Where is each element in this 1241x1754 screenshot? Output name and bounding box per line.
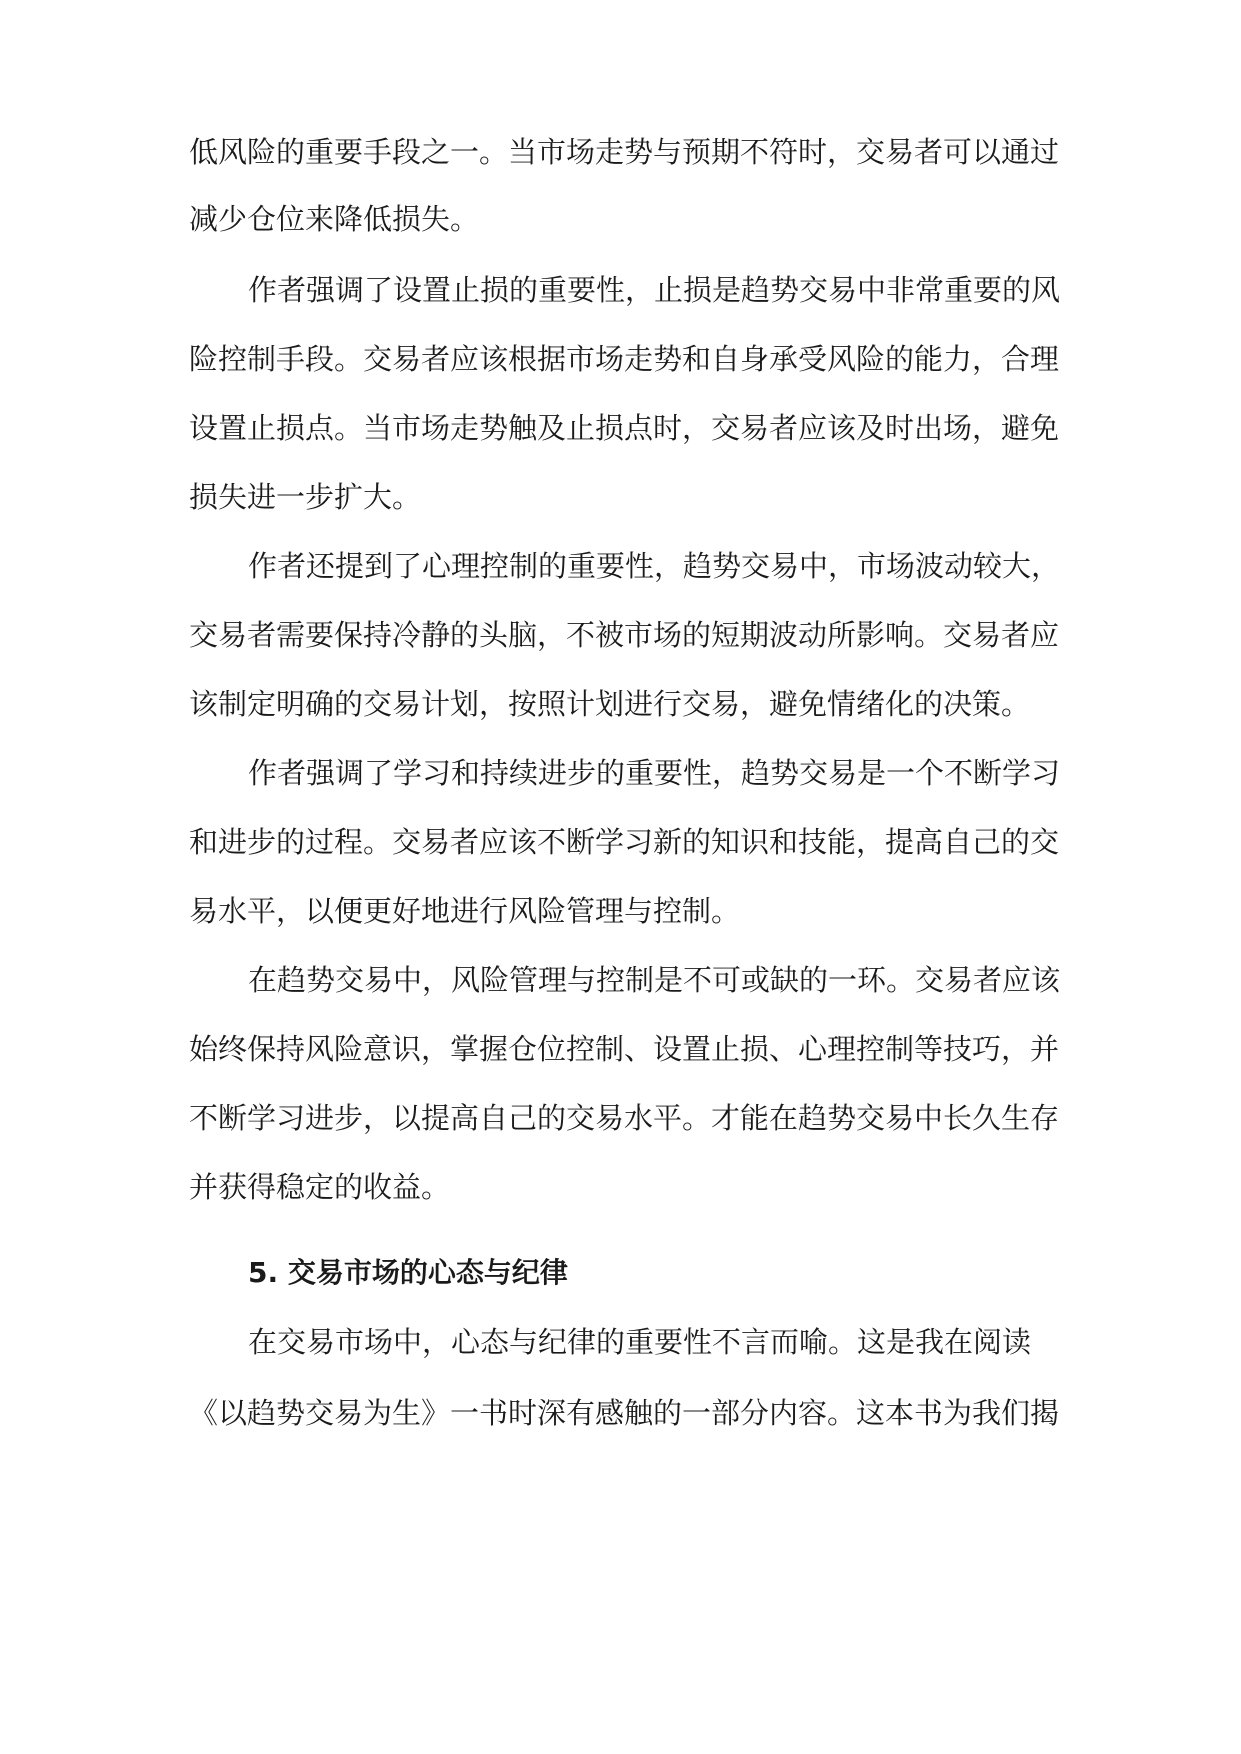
section-paragraph-line-1: 在交易市场中，心态与纪律的重要性不言而喻。这是我在阅读 (248, 1325, 1032, 1359)
paragraph-2-line-3: 设置止损点。当市场走势触及止损点时，交易者应该及时出场，避免 (189, 411, 1060, 445)
paragraph-5-line-2: 始终保持风险意识，掌握仓位控制、设置止损、心理控制等技巧，并 (189, 1032, 1060, 1066)
paragraph-2-line-1: 作者强调了设置止损的重要性，止损是趋势交易中非常重要的风 (248, 273, 1061, 307)
paragraph-1-line-2: 减少仓位来降低损失。 (189, 202, 480, 236)
section-paragraph-line-2: 《以趋势交易为生》一书时深有感触的一部分内容。这本书为我们揭 (189, 1396, 1060, 1430)
paragraph-2-line-4: 损失进一步扩大。 (189, 480, 422, 514)
paragraph-4-line-3: 易水平，以便更好地进行风险管理与控制。 (189, 894, 741, 928)
paragraph-5-line-4: 并获得稳定的收益。 (189, 1170, 451, 1204)
paragraph-4-line-2: 和进步的过程。交易者应该不断学习新的知识和技能，提高自己的交 (189, 825, 1060, 859)
paragraph-3-line-1: 作者还提到了心理控制的重要性，趋势交易中，市场波动较大， (248, 549, 1061, 583)
paragraph-1-line-1: 低风险的重要手段之一。当市场走势与预期不符时，交易者可以通过 (189, 135, 1060, 169)
paragraph-4-line-1: 作者强调了学习和持续进步的重要性，趋势交易是一个不断学习 (248, 756, 1061, 790)
paragraph-3-line-2: 交易者需要保持冷静的头脑，不被市场的短期波动所影响。交易者应 (189, 618, 1060, 652)
section-heading: 5. 交易市场的心态与纪律 (248, 1256, 568, 1289)
paragraph-5-line-1: 在趋势交易中，风险管理与控制是不可或缺的一环。交易者应该 (248, 963, 1061, 997)
paragraph-3-line-3: 该制定明确的交易计划，按照计划进行交易，避免情绪化的决策。 (189, 687, 1031, 721)
paragraph-2-line-2: 险控制手段。交易者应该根据市场走势和自身承受风险的能力，合理 (189, 342, 1060, 376)
paragraph-5-line-3: 不断学习进步，以提高自己的交易水平。才能在趋势交易中长久生存 (189, 1101, 1060, 1135)
